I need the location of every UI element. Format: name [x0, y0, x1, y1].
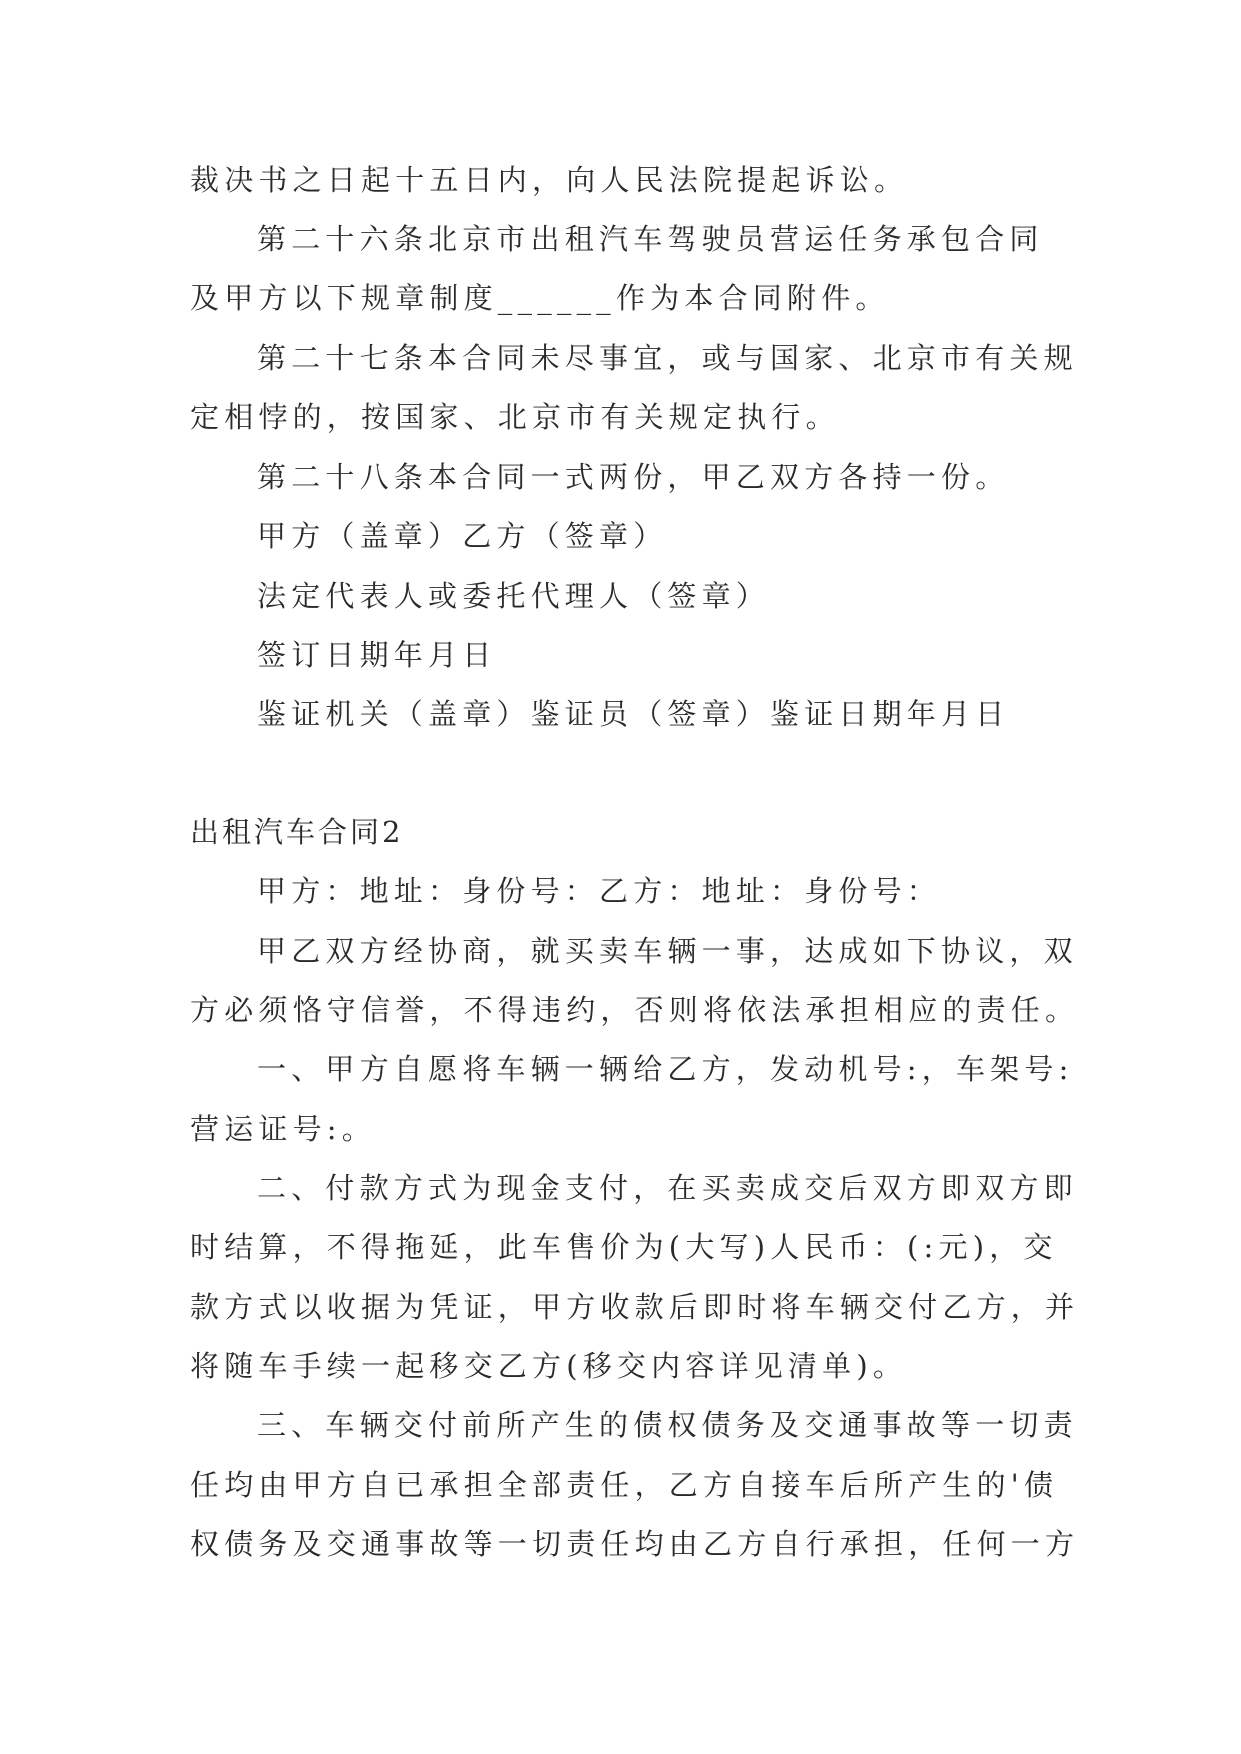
text-line: 三、车辆交付前所产生的债权债务及交通事故等一切责: [257, 1408, 1078, 1442]
text-line: 甲乙双方经协商，就买卖车辆一事，达成如下协议，双: [257, 934, 1078, 968]
text-line: 第二十七条本合同未尽事宜，或与国家、北京市有关规: [257, 341, 1078, 375]
text-line: 营运证号:。: [190, 1112, 376, 1146]
text-line: 第二十八条本合同一式两份，甲乙双方各持一份。: [257, 460, 1010, 494]
text-line: 一、甲方自愿将车辆一辆给乙方，发动机号:，车架号:: [257, 1052, 1074, 1086]
text-line: 及甲方以下规章制度______作为本合同附件。: [190, 281, 890, 315]
text-line: 权债务及交通事故等一切责任均由乙方自行承担，任何一方: [190, 1527, 1080, 1561]
text-line: 签订日期年月日: [257, 638, 497, 672]
text-line: 定相悖的，按国家、北京市有关规定执行。: [190, 400, 840, 434]
text-line: 将随车手续一起移交乙方(移交内容详见清单)。: [190, 1349, 908, 1383]
text-line: 裁决书之日起十五日内，向人民法院提起诉讼。: [190, 163, 909, 197]
text-line: 任均由甲方自已承担全部责任，乙方自接车后所产生的'债: [190, 1468, 1059, 1502]
text-line: 款方式以收据为凭证，甲方收款后即时将车辆交付乙方，并: [190, 1290, 1080, 1324]
section-title: 出租汽车合同2: [190, 815, 404, 849]
text-line: 时结算，不得拖延，此车售价为(大写)人民币：(:元)，交: [190, 1230, 1058, 1264]
text-line: 法定代表人或委托代理人（签章）: [257, 579, 771, 613]
text-line: 第二十六条北京市出租汽车驾驶员营运任务承包合同: [257, 222, 1044, 256]
text-line: 鉴证机关（盖章）鉴证员（签章）鉴证日期年月日: [257, 697, 1010, 731]
text-line: 二、付款方式为现金支付，在买卖成交后双方即双方即: [257, 1171, 1078, 1205]
text-line: 甲方（盖章）乙方（签章）: [257, 519, 668, 553]
text-line: 甲方：地址：身份号：乙方：地址：身份号：: [257, 874, 942, 908]
text-line: 方必须恪守信誉，不得违约，否则将依法承担相应的责任。: [190, 993, 1080, 1027]
